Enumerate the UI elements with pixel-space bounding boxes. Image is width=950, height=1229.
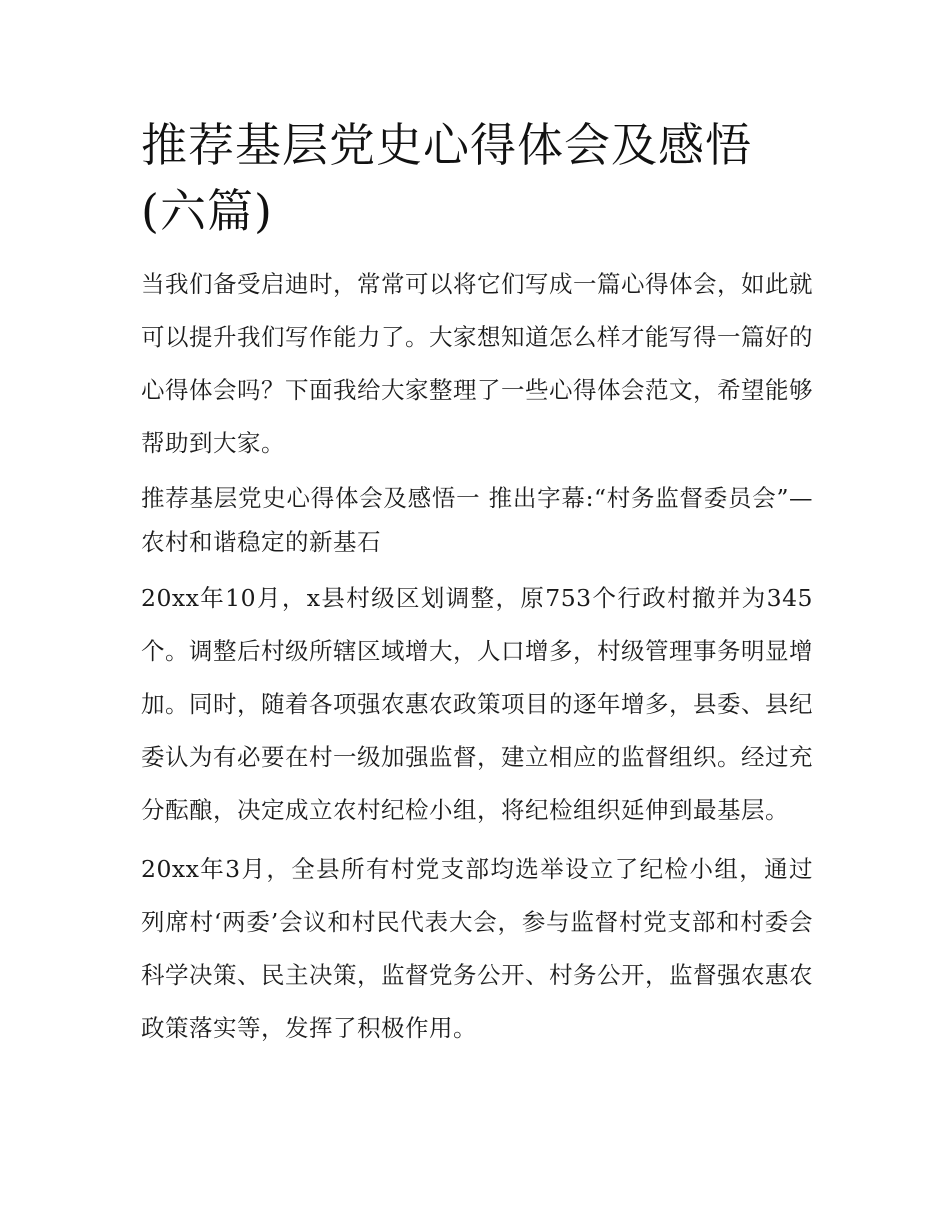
body-paragraph: 20xx年10月，x县村级区划调整，原753个行政村撤并为345个。调整后村级所辖区域增大，人口增多，村级管理事务明显增加。同时，随着各项强农惠农政策项目的逐年增多，县委、县纪委认为有必要在村一级加强监督，建立相应的监督组织。经过充分酝酿，决定成立农村纪检小组，将纪检组织延伸到最基层。 <box>141 584 813 824</box>
intro-paragraph: 当我们备受启迪时，常常可以将它们写成一篇心得体会，如此就可以提升我们写作能力了。大家想知道怎么样才能写得一篇好的心得体会吗？下面我给大家整理了一些心得体会范文，希望能够帮助到大家。 <box>141 270 813 457</box>
document-body <box>141 112 813 1061</box>
body-paragraph: 20xx年3月，全县所有村党支部均选举设立了纪检小组，通过列席村‘两委’会议和村民代表大会，参与监督村党支部和村委会科学决策、民主决策，监督党务公开、村务公开，监督强农惠农政策落实等，发挥了积极作用。 <box>141 855 813 1042</box>
section-heading: 推荐基层党史心得体会及感悟一 推出字幕:“村务监督委员会”—农村和谐稳定的新基石 <box>141 484 813 556</box>
document-title: 推荐基层党史心得体会及感悟(六篇) <box>141 118 752 238</box>
